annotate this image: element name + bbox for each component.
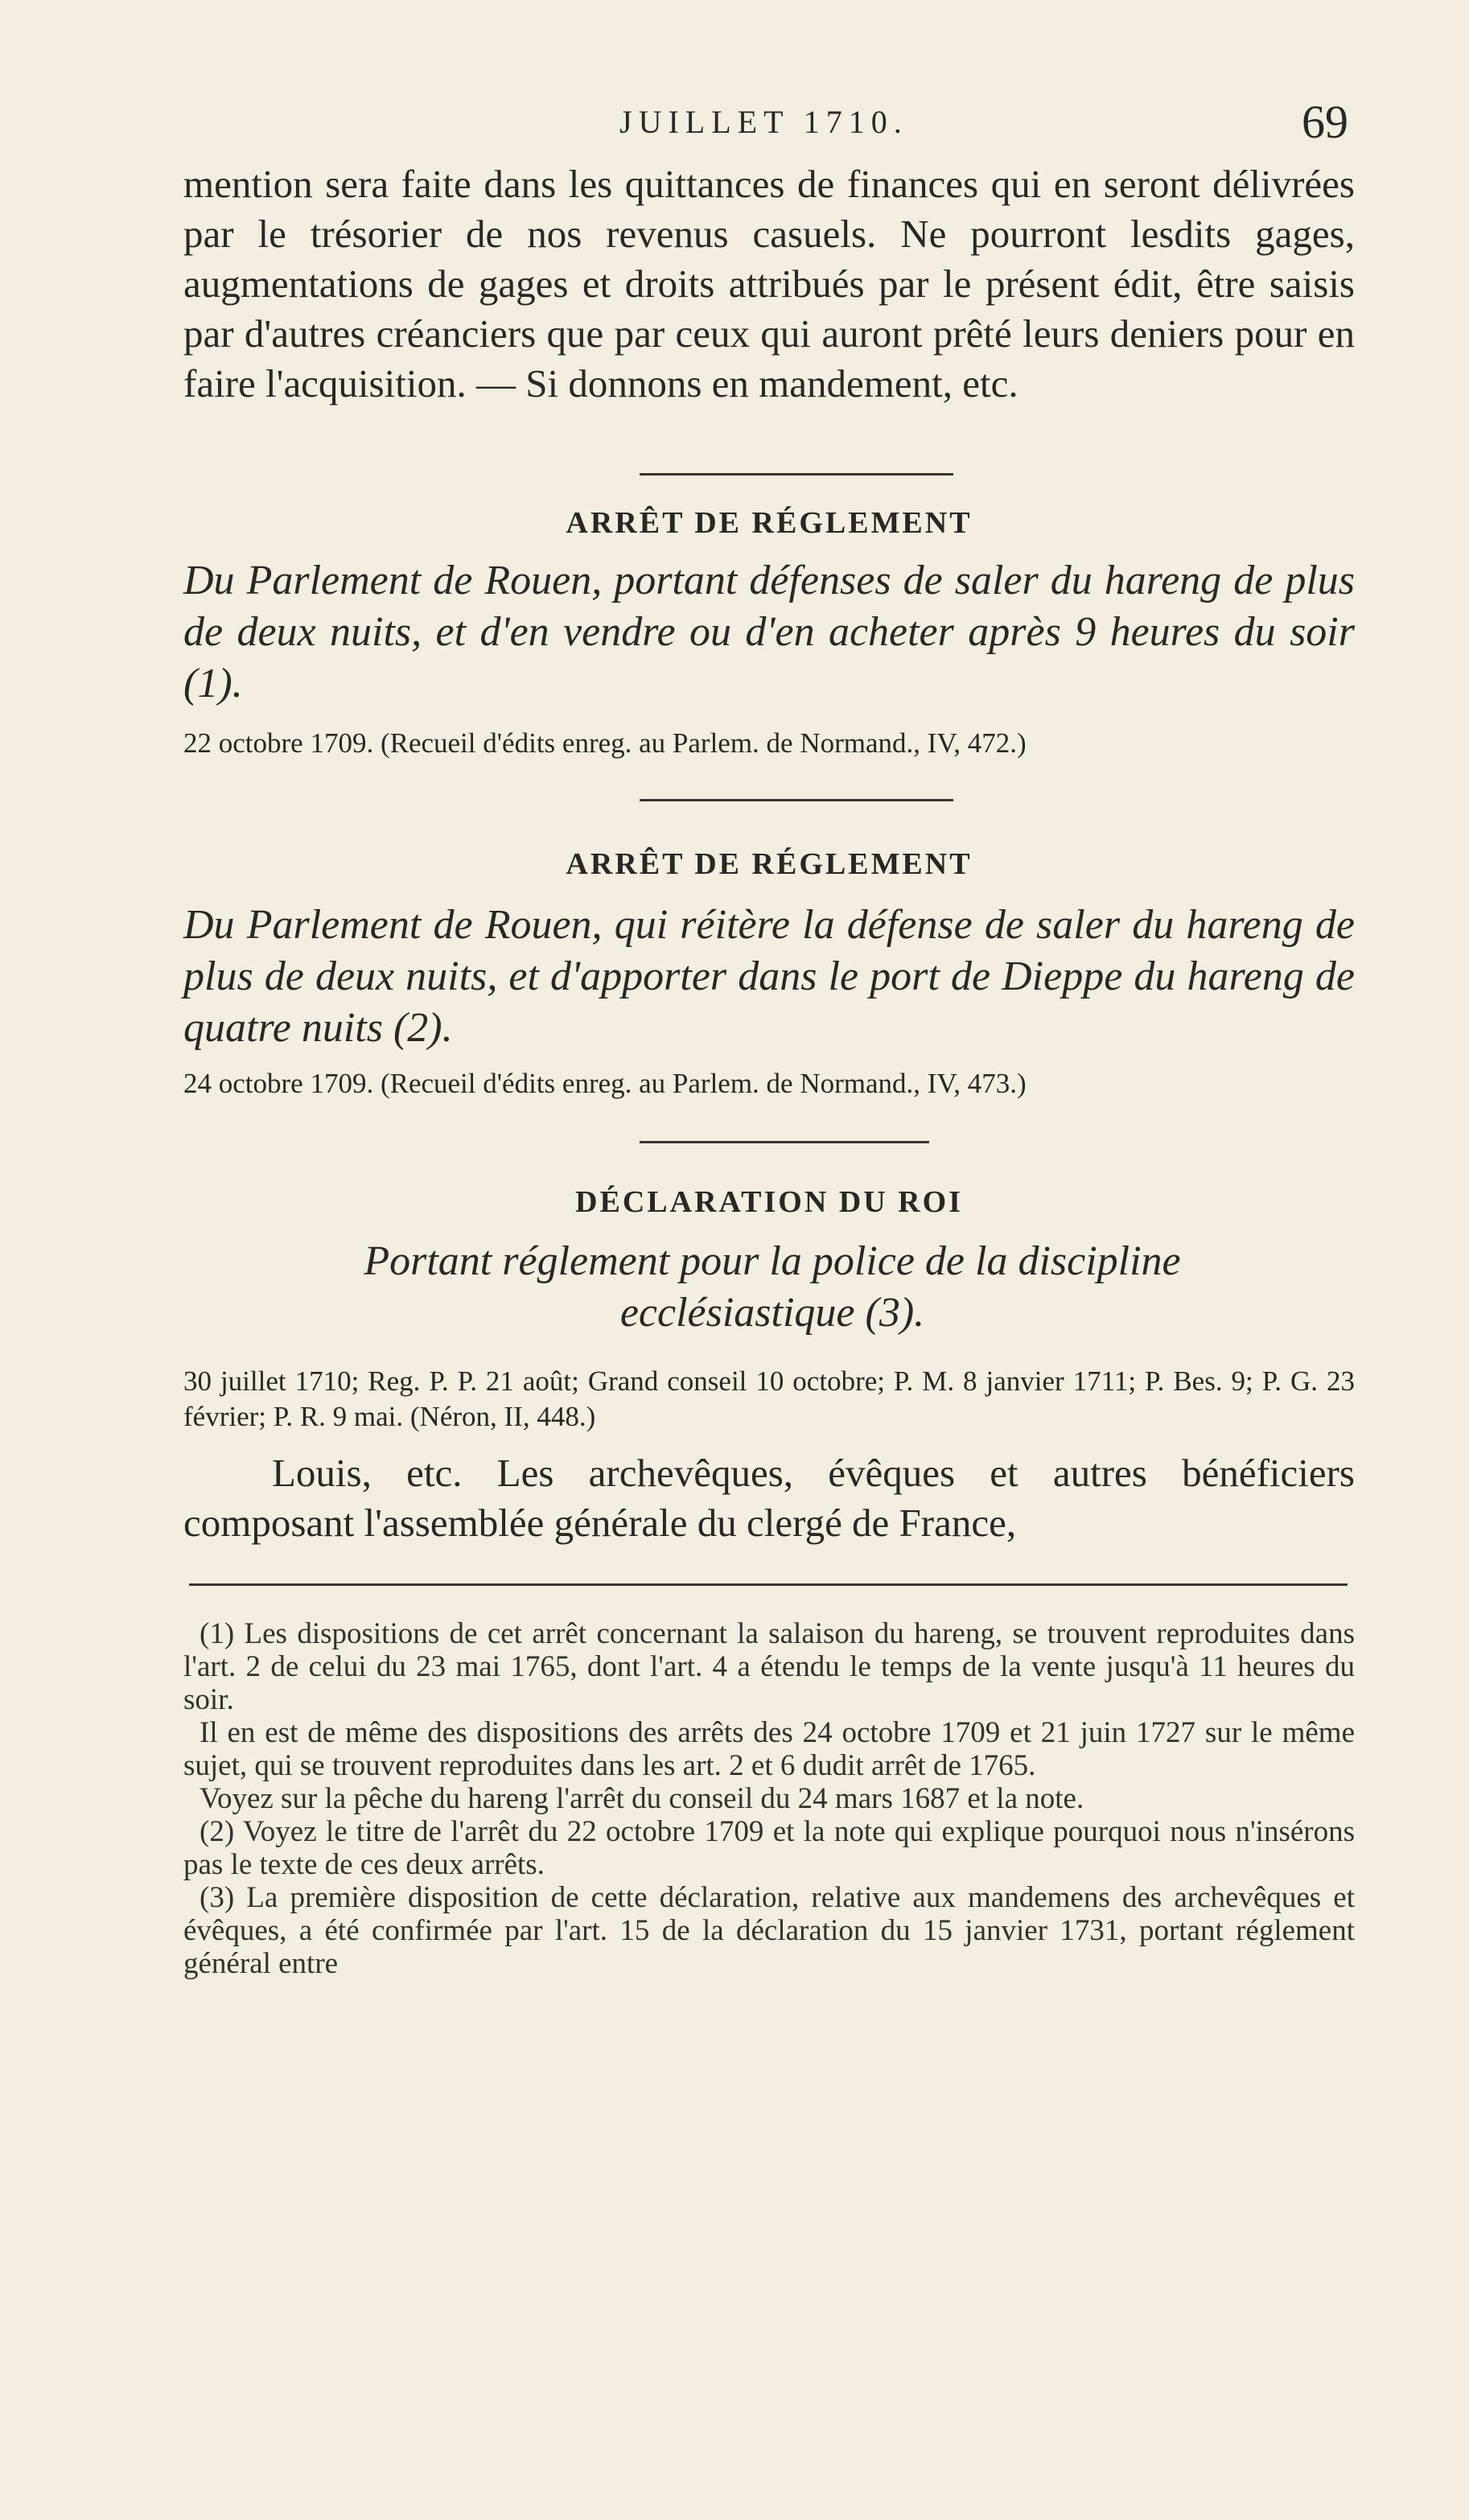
footnote-divider — [189, 1583, 1348, 1586]
running-head: JUILLET 1710. — [619, 104, 908, 140]
section-title: Du Parlement de Rouen, qui réitère la défense de saler du hareng de plus de deux nuits, et d'apporter dans le port de Dieppe du hareng de quatre nuits (2). — [183, 902, 1355, 1051]
footnote: (2) Voyez le titre de l'arrêt du 22 octobre 1709 et la note qui explique pourquoi nous n'insérons pas le texte de ces deux arrêts. — [183, 1815, 1355, 1881]
section-heading: DÉCLARATION DU ROI — [575, 1185, 963, 1219]
section-divider — [640, 1141, 929, 1143]
section-citation: 22 octobre 1709. (Recueil d'édits enreg. au Parlem. de Normand., IV, 472.) — [183, 727, 1027, 759]
section-citation: 30 juillet 1710; Reg. P. P. 21 août; Grand conseil 10 octobre; P. M. 8 janvier 1711; P. Bes. 9; P. G. 23 février; P. R. 9 mai. (Néron, II, 448.) — [183, 1365, 1355, 1432]
section-title: Portant réglement pour la police de la discipline ecclésiastique (3). — [364, 1238, 1181, 1336]
section-title: Du Parlement de Rouen, portant défenses de saler du hareng de plus de deux nuits, et d'en vendre ou d'en acheter après 9 heures du soir (1). — [183, 558, 1355, 706]
section-citation: 24 octobre 1709. (Recueil d'édits enreg. au Parlem. de Normand., IV, 473.) — [183, 1068, 1027, 1099]
opening-paragraph: mention sera faite dans les quittances de finances qui en seront délivrées par le trésorier de nos revenus casuels. Ne pourront lesdits gages, augmentations de gages et droits attribués par le présent édit, être saisis par d'autres créanciers que par ceux qui auront prêté leurs deniers pour en faire l'acquisition. — Si donnons en mandement, etc. — [183, 162, 1355, 406]
footnotes — [183, 1617, 1355, 1980]
section-divider — [640, 473, 953, 476]
page-number: 69 — [1302, 96, 1348, 148]
page-header — [0, 95, 1469, 151]
footnote: Il en est de même des dispositions des arrêts des 24 octobre 1709 et 21 juin 1727 sur le même sujet, qui se trouvent reproduites dans les art. 2 et 6 dudit arrêt de 1765. — [183, 1716, 1355, 1782]
footnote: Voyez sur la pêche du hareng l'arrêt du conseil du 24 mars 1687 et la note. — [200, 1782, 1084, 1815]
declaration-body: Louis, etc. Les archevêques, évêques et autres bénéficiers composant l'assemblée générale du clergé de France, — [183, 1451, 1355, 1545]
section-divider — [640, 799, 953, 801]
section-heading: ARRÊT DE RÉGLEMENT — [566, 506, 973, 540]
section-heading: ARRÊT DE RÉGLEMENT — [566, 847, 973, 881]
footnote: (1) Les dispositions de cet arrêt concernant la salaison du hareng, se trouvent reproduites dans l'art. 2 de celui du 23 mai 1765, dont l'art. 4 a étendu le temps de la vente jusqu'à 11 heures du soir. — [183, 1617, 1355, 1716]
footnote: (3) La première disposition de cette déclaration, relative aux mandemens des archevêques et évêques, a été confirmée par l'art. 15 de la déclaration du 15 janvier 1731, portant réglement général entre — [183, 1881, 1355, 1980]
